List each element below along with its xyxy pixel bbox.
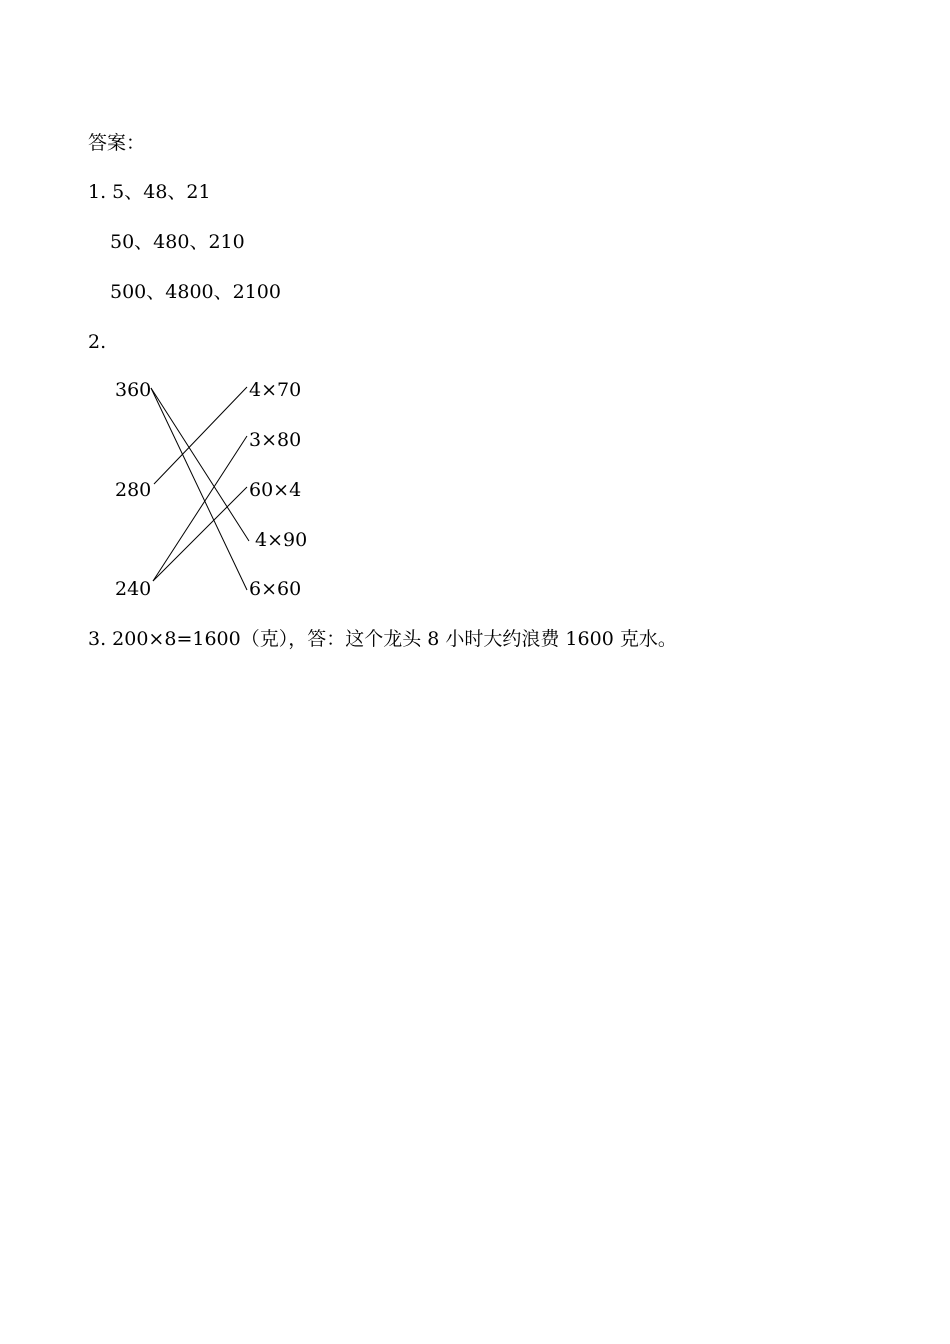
left-item-280: 280: [115, 479, 152, 501]
right-item-60x4: 60×4: [249, 479, 302, 501]
connector-line-3: [153, 436, 247, 581]
right-item-4x90: 4×90: [255, 529, 308, 551]
q3-answer-line: 3. 200×8=1600（克），答：这个龙头 8 小时大约浪费 1600 克水。: [88, 628, 677, 650]
connector-line-4: [153, 487, 247, 581]
left-item-360: 360: [115, 379, 152, 401]
connector-line-2: [154, 387, 247, 484]
right-item-6x60: 6×60: [249, 578, 302, 600]
answer-heading: 答案：: [88, 132, 146, 154]
q2-label: 2.: [88, 331, 107, 353]
right-item-3x80: 3×80: [249, 429, 302, 451]
left-item-240: 240: [115, 578, 152, 600]
right-item-4x70: 4×70: [249, 379, 302, 401]
q1-answer-line-3: 500、4800、2100: [110, 281, 281, 303]
q1-answer-line-2: 50、480、210: [110, 231, 245, 253]
q1-answer-line-1: 1. 5、48、21: [88, 181, 211, 203]
connector-line-1: [151, 388, 247, 590]
connector-line-0: [151, 388, 249, 541]
